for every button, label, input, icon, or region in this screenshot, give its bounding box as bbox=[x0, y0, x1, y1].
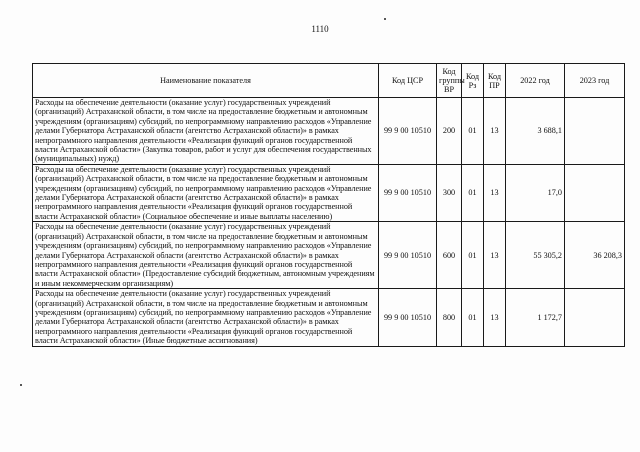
row-name: Расходы на обеспечение деятельности (оказание услуг) государственных учреждений (организаций) Астраханской области, в том числе на предоставление бюджетным и автономным учреждениям (организациям) субсидий, по непрограммному направлению расходов «Управление делами Губернатора Астраханской области (агентство Астраханской области)» в рамках непрограммного направления деятельности «Реализация функций органов государственной власти Астраханской области» (Иные бюджетные ассигнования) bbox=[33, 289, 379, 346]
table-row bbox=[33, 164, 625, 221]
row-pr: 13 bbox=[484, 222, 506, 289]
table-header-row bbox=[33, 64, 625, 98]
row-rz: 01 bbox=[462, 289, 484, 346]
header-2022: 2022 год bbox=[506, 64, 565, 98]
header-csr: Код ЦСР bbox=[379, 64, 437, 98]
row-pr: 13 bbox=[484, 98, 506, 165]
budget-table bbox=[32, 63, 625, 347]
scan-speck bbox=[20, 384, 22, 386]
row-2022: 17,0 bbox=[506, 164, 565, 221]
row-vr: 300 bbox=[437, 164, 462, 221]
header-vr: Код группы ВР bbox=[437, 64, 462, 98]
row-vr: 600 bbox=[437, 222, 462, 289]
row-name: Расходы на обеспечение деятельности (оказание услуг) государственных учреждений (организаций) Астраханской области, в том числе на предоставление бюджетным и автономным учреждениям (организациям) субсидий, по непрограммному направлению расходов «Управление делами Губернатора Астраханской области (агентство Астраханской области)» в рамках непрограммного направления деятельности «Реализация функций органов государственной власти Астраханской области» (Социальное обеспечение и иные выплаты населению) bbox=[33, 164, 379, 221]
table-row bbox=[33, 289, 625, 346]
row-2022: 1 172,7 bbox=[506, 289, 565, 346]
table-row bbox=[33, 98, 625, 165]
row-name: Расходы на обеспечение деятельности (оказание услуг) государственных учреждений (организаций) Астраханской области, в том числе на предоставление бюджетным и автономным учреждениям (организациям) субсидий, по непрограммному направлению расходов «Управление делами Губернатора Астраханской области (агентство Астраханской области)» в рамках непрограммного направления деятельности «Реализация функций органов государственной власти Астраханской области» (Закупка товаров, работ и услуг для обеспечения государственных (муниципальных) нужд) bbox=[33, 98, 379, 165]
row-rz: 01 bbox=[462, 98, 484, 165]
row-rz: 01 bbox=[462, 222, 484, 289]
row-csr: 99 9 00 10510 bbox=[379, 289, 437, 346]
row-2023: 36 208,3 bbox=[565, 222, 625, 289]
header-2023: 2023 год bbox=[565, 64, 625, 98]
row-vr: 200 bbox=[437, 98, 462, 165]
row-2022: 3 688,1 bbox=[506, 98, 565, 165]
row-csr: 99 9 00 10510 bbox=[379, 222, 437, 289]
row-pr: 13 bbox=[484, 289, 506, 346]
header-rz: Код Рз bbox=[462, 64, 484, 98]
row-2023 bbox=[565, 98, 625, 165]
row-2023 bbox=[565, 289, 625, 346]
row-csr: 99 9 00 10510 bbox=[379, 164, 437, 221]
header-pr: Код ПР bbox=[484, 64, 506, 98]
page-number: 1110 bbox=[311, 24, 329, 34]
row-2023 bbox=[565, 164, 625, 221]
table-row bbox=[33, 222, 625, 289]
row-csr: 99 9 00 10510 bbox=[379, 98, 437, 165]
row-vr: 800 bbox=[437, 289, 462, 346]
row-name: Расходы на обеспечение деятельности (оказание услуг) государственных учреждений (организаций) Астраханской области, в том числе на предоставление бюджетным и автономным учреждениям (организациям) субсидий, по непрограммному направлению расходов «Управление делами Губернатора Астраханской области (агентство Астраханской области)» в рамках непрограммного направления деятельности «Реализация функций органов государственной власти Астраханской области» (Предоставление субсидий бюджетным, автономным учреждениям и иным некоммерческим организациям) bbox=[33, 222, 379, 289]
row-pr: 13 bbox=[484, 164, 506, 221]
header-name: Наименование показателя bbox=[33, 64, 379, 98]
row-rz: 01 bbox=[462, 164, 484, 221]
scan-speck bbox=[384, 18, 386, 20]
row-2022: 55 305,2 bbox=[506, 222, 565, 289]
